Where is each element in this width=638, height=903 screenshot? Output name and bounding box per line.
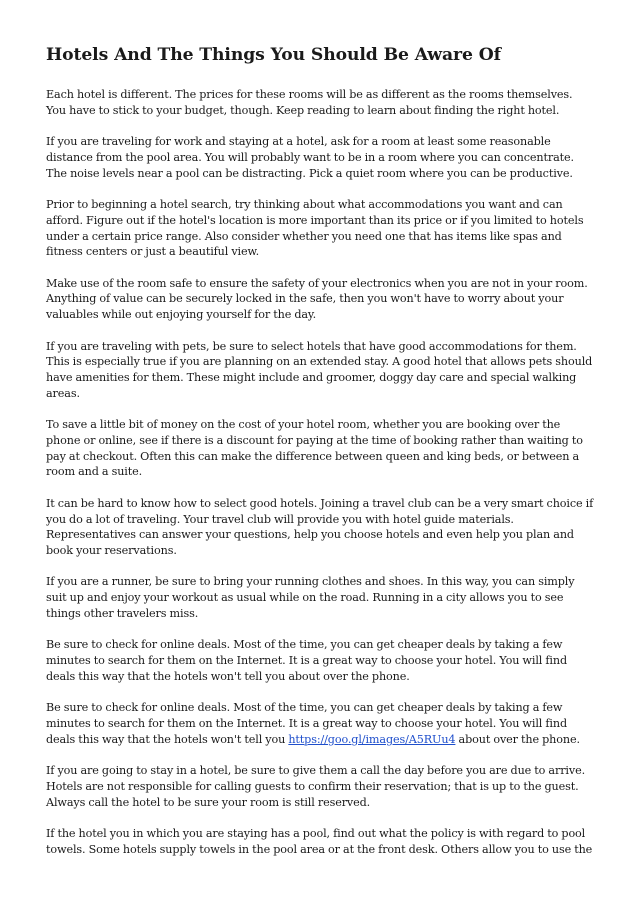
external-link[interactable]: https://goo.gl/images/A5RUu4 [288,732,456,746]
paragraph-text-after-link: about over the phone. [455,732,580,746]
paragraph-hotel-search: Prior to beginning a hotel search, try thinking about what accommodations you want and can afford. Figure out if the hotel's location is more important than its price or if you limited to hotels under a certain price range. Also consider whether you need one that has items like spas and fitness centers or just a beautiful view. [46,198,584,259]
paragraph-intro: Each hotel is different. The prices for these rooms will be as different as the rooms themselves. You have to stick to your budget, though. Keep reading to learn about finding the right hotel. [46,88,573,117]
paragraph-work-travel: If you are traveling for work and staying at a hotel, ask for a room at least some reasonable distance from the pool area. You will probably want to be in a room where you can concentrate. The noise levels near a pool can be distracting. Pick a quiet room where you can be productive. [46,135,574,180]
paragraph-travel-club: It can be hard to know how to select good hotels. Joining a travel club can be a very smart choice if you do a lot of traveling. Your travel club will provide you with hotel guide materials. Representatives can answer your questions, help you choose hotels and even help you plan and book your reservations. [46,496,594,557]
paragraph-runner: If you are a runner, be sure to bring your running clothes and shoes. In this way, you can simply suit up and enjoy your workout as usual while on the road. Running in a city allows you to see things other travelers miss. [46,575,575,620]
paragraph-online-deals: Be sure to check for online deals. Most of the time, you can get cheaper deals by taking a few minutes to search for them on the Internet. It is a great way to choose your hotel. You will find deals this way that the hotels won't tell you about over the phone. [46,638,567,683]
paragraph-pool-towels: If the hotel you in which you are staying has a pool, find out what the policy is with regard to pool towels. Some hotels supply towels in the pool area or at the front desk. Others allow you to use the [46,827,593,856]
paragraph-call-ahead: If you are going to stay in a hotel, be sure to give them a call the day before you are due to arrive. Hotels are not responsible for calling guests to confirm their reservation; that is up to the guest. Always call the hotel to be sure your room is still reserved. [46,764,586,809]
paragraph-room-safe: Make use of the room safe to ensure the safety of your electronics when you are not in your room. Anything of value can be securely locked in the safe, then you won't have to worry about your valuables while out enjoying yourself for the day. [46,276,588,322]
paragraph-text-before-link: Be sure to check for online deals. Most of the time, you can get cheaper deals by taking a few minutes to search for them on the Internet. It is a great way to choose your hotel. You will find deals this way that the hotels won't tell you [46,701,567,746]
page-title: Hotels And The Things You Should Be Aware Of [46,45,501,65]
paragraph-discount: To save a little bit of money on the cost of your hotel room, whether you are booking over the phone or online, see if there is a discount for paying at the time of booking rather than waiting to pay at checkout. Often this can make the difference between queen and king beds, or between a room and a suite. [46,418,583,479]
paragraph-online-deals-link [46,700,594,747]
paragraph-pets: If you are traveling with pets, be sure to select hotels that have good accommodations for them. This is especially true if you are planning on an extended stay. A good hotel that allows pets should have amenities for them. These might include and groomer, doggy day care and special walking areas. [46,339,593,400]
document-page [46,44,594,873]
